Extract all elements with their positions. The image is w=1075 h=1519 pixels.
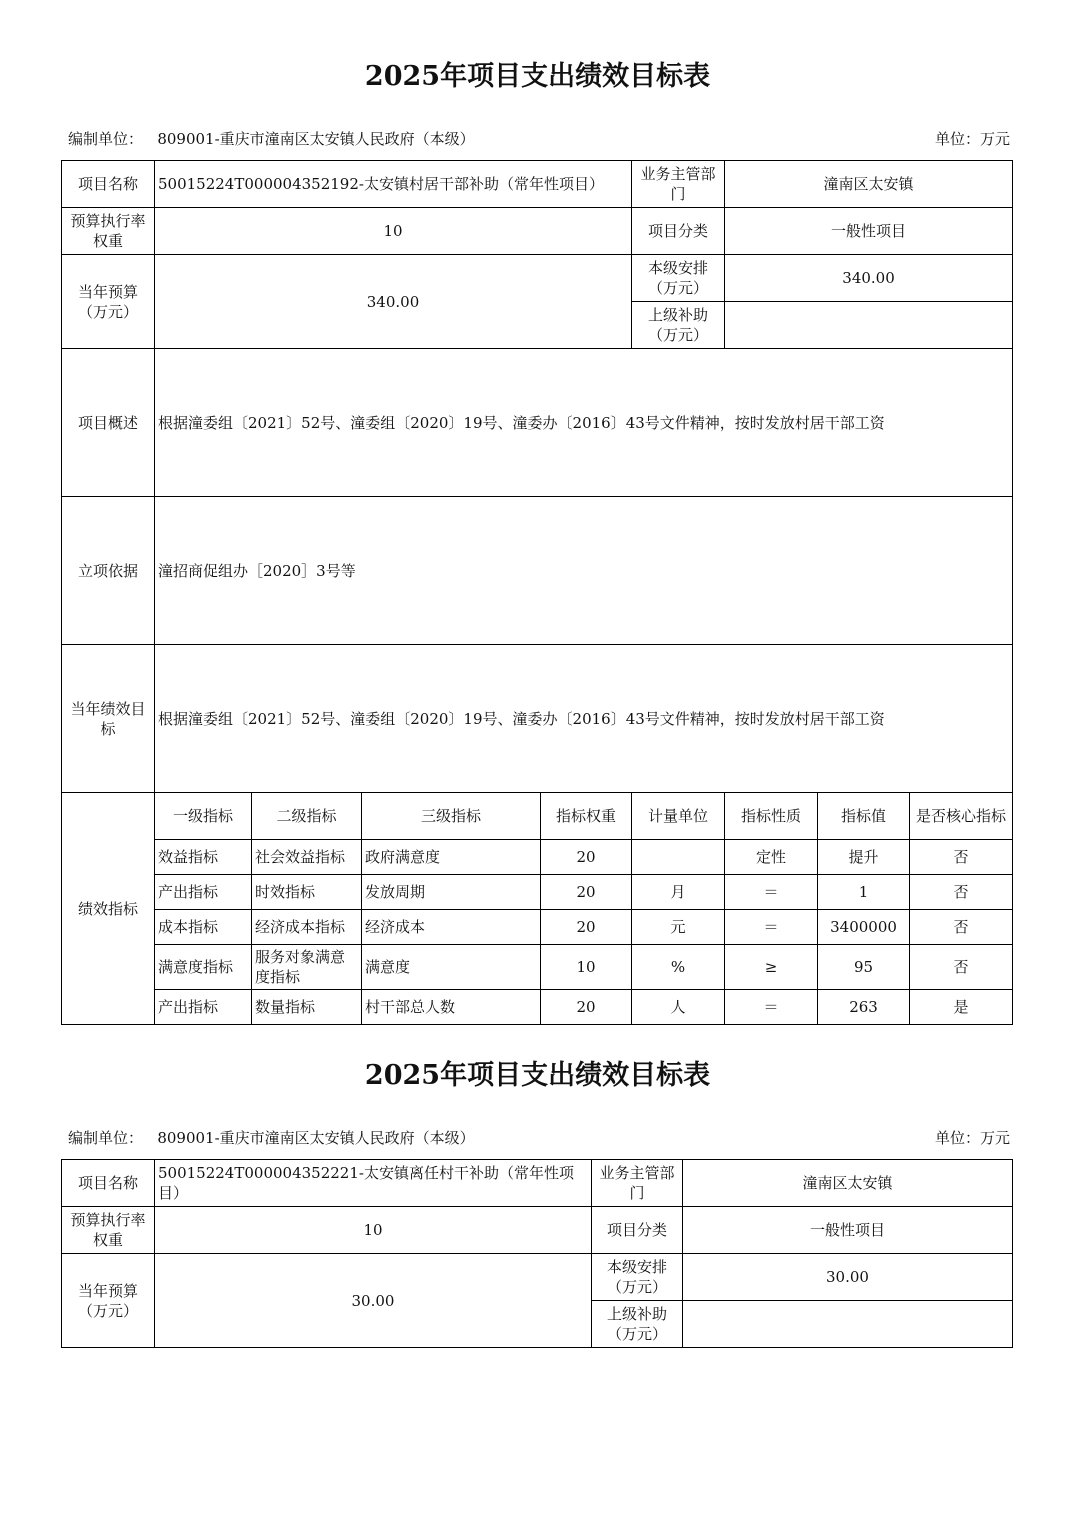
ind-header: 计量单位 xyxy=(632,793,725,840)
ind-cell xyxy=(632,840,725,875)
ind-cell: 20 xyxy=(541,990,632,1025)
ind-cell: 时效指标 xyxy=(252,875,362,910)
ind-cell: 满意度指标 xyxy=(155,945,252,990)
budget-value: 30.00 xyxy=(155,1254,592,1348)
goal-label: 当年绩效目标 xyxy=(62,645,155,793)
ind-cell: 经济成本 xyxy=(362,910,541,945)
exec-weight-label: 预算执行率权重 xyxy=(62,208,155,255)
budget-label: 当年预算（万元） xyxy=(62,1254,155,1348)
ind-cell: 否 xyxy=(910,910,1013,945)
ind-cell: 效益指标 xyxy=(155,840,252,875)
ind-cell: ＝ xyxy=(725,875,818,910)
ind-cell: 社会效益指标 xyxy=(252,840,362,875)
ind-header: 三级指标 xyxy=(362,793,541,840)
ind-header: 指标权重 xyxy=(541,793,632,840)
ind-cell: 服务对象满意度指标 xyxy=(252,945,362,990)
dept-label: 业务主管部门 xyxy=(592,1160,683,1207)
local-value: 340.00 xyxy=(725,255,1013,302)
ind-cell: 20 xyxy=(541,875,632,910)
ind-cell: 经济成本指标 xyxy=(252,910,362,945)
upper-label: 上级补助（万元） xyxy=(592,1301,683,1348)
table-row xyxy=(62,910,1013,945)
category-value: 一般性项目 xyxy=(725,208,1013,255)
dept-value: 潼南区太安镇 xyxy=(725,161,1013,208)
category-label: 项目分类 xyxy=(592,1207,683,1254)
ind-cell: 元 xyxy=(632,910,725,945)
project-name-label: 项目名称 xyxy=(62,161,155,208)
page-title: 2025年项目支出绩效目标表 xyxy=(364,61,711,92)
ind-cell: 20 xyxy=(541,840,632,875)
ind-cell: 产出指标 xyxy=(155,990,252,1025)
ind-cell: ＝ xyxy=(725,910,818,945)
ind-cell: ＝ xyxy=(725,990,818,1025)
table-row xyxy=(62,840,1013,875)
ind-cell: 定性 xyxy=(725,840,818,875)
meta-row xyxy=(68,128,1010,149)
exec-weight-value: 10 xyxy=(155,1207,592,1254)
ind-cell: 20 xyxy=(541,910,632,945)
ind-cell: 3400000 xyxy=(818,910,910,945)
project-name-value: 50015224T000004352221-太安镇离任村干补助（常年性项目） xyxy=(155,1160,592,1207)
ind-cell: 否 xyxy=(910,945,1013,990)
budget-label: 当年预算（万元） xyxy=(62,255,155,349)
budget-value: 340.00 xyxy=(155,255,632,349)
ind-cell: 产出指标 xyxy=(155,875,252,910)
local-label: 本级安排（万元） xyxy=(592,1254,683,1301)
local-value: 30.00 xyxy=(683,1254,1013,1301)
upper-value xyxy=(725,302,1013,349)
performance-table-2 xyxy=(61,1159,1013,1348)
ind-cell: 是 xyxy=(910,990,1013,1025)
unit-label: 单位：万元 xyxy=(934,130,1010,148)
page-title-2: 2025年项目支出绩效目标表 xyxy=(364,1060,711,1091)
ind-header: 二级指标 xyxy=(252,793,362,840)
unit-label: 单位：万元 xyxy=(934,1129,1010,1147)
local-label: 本级安排（万元） xyxy=(632,255,725,302)
ind-cell: % xyxy=(632,945,725,990)
ind-cell: 发放周期 xyxy=(362,875,541,910)
org-value: 809001-重庆市潼南区太安镇人民政府（本级） xyxy=(157,130,475,148)
dept-value: 潼南区太安镇 xyxy=(683,1160,1013,1207)
project-name-label: 项目名称 xyxy=(62,1160,155,1207)
ind-cell: 月 xyxy=(632,875,725,910)
overview-value: 根据潼委组〔2021〕52号、潼委组〔2020〕19号、潼委办〔2016〕43号文件精神，按时发放村居干部工资 xyxy=(155,349,1013,497)
ind-cell: 否 xyxy=(910,875,1013,910)
table-row xyxy=(62,945,1013,990)
ind-header: 一级指标 xyxy=(155,793,252,840)
ind-header: 指标性质 xyxy=(725,793,818,840)
ind-cell: 10 xyxy=(541,945,632,990)
ind-cell: 263 xyxy=(818,990,910,1025)
table-row xyxy=(62,990,1013,1025)
ind-cell: 提升 xyxy=(818,840,910,875)
ind-cell: 成本指标 xyxy=(155,910,252,945)
overview-label: 项目概述 xyxy=(62,349,155,497)
ind-cell: 政府满意度 xyxy=(362,840,541,875)
ind-header: 是否核心指标 xyxy=(910,793,1013,840)
ind-cell: ≥ xyxy=(725,945,818,990)
performance-table-1 xyxy=(61,160,1013,1025)
ind-cell: 村干部总人数 xyxy=(362,990,541,1025)
upper-label: 上级补助（万元） xyxy=(632,302,725,349)
ind-cell: 否 xyxy=(910,840,1013,875)
basis-value: 潼招商促组办［2020］3号等 xyxy=(155,497,1013,645)
basis-label: 立项依据 xyxy=(62,497,155,645)
ind-cell: 1 xyxy=(818,875,910,910)
meta-row-2 xyxy=(68,1127,1010,1148)
category-label: 项目分类 xyxy=(632,208,725,255)
table-row xyxy=(62,875,1013,910)
ind-cell: 数量指标 xyxy=(252,990,362,1025)
upper-value xyxy=(683,1301,1013,1348)
dept-label: 业务主管部门 xyxy=(632,161,725,208)
indicators-label: 绩效指标 xyxy=(62,793,155,1025)
project-name-value: 50015224T000004352192-太安镇村居干部补助（常年性项目） xyxy=(155,161,632,208)
ind-cell: 95 xyxy=(818,945,910,990)
ind-header: 指标值 xyxy=(818,793,910,840)
exec-weight-value: 10 xyxy=(155,208,632,255)
category-value: 一般性项目 xyxy=(683,1207,1013,1254)
exec-weight-label: 预算执行率权重 xyxy=(62,1207,155,1254)
org-label: 编制单位： xyxy=(68,1129,144,1147)
goal-value: 根据潼委组〔2021〕52号、潼委组〔2020〕19号、潼委办〔2016〕43号文件精神，按时发放村居干部工资 xyxy=(155,645,1013,793)
org-label: 编制单位： xyxy=(68,130,144,148)
ind-cell: 人 xyxy=(632,990,725,1025)
org-value: 809001-重庆市潼南区太安镇人民政府（本级） xyxy=(157,1129,475,1147)
ind-cell: 满意度 xyxy=(362,945,541,990)
